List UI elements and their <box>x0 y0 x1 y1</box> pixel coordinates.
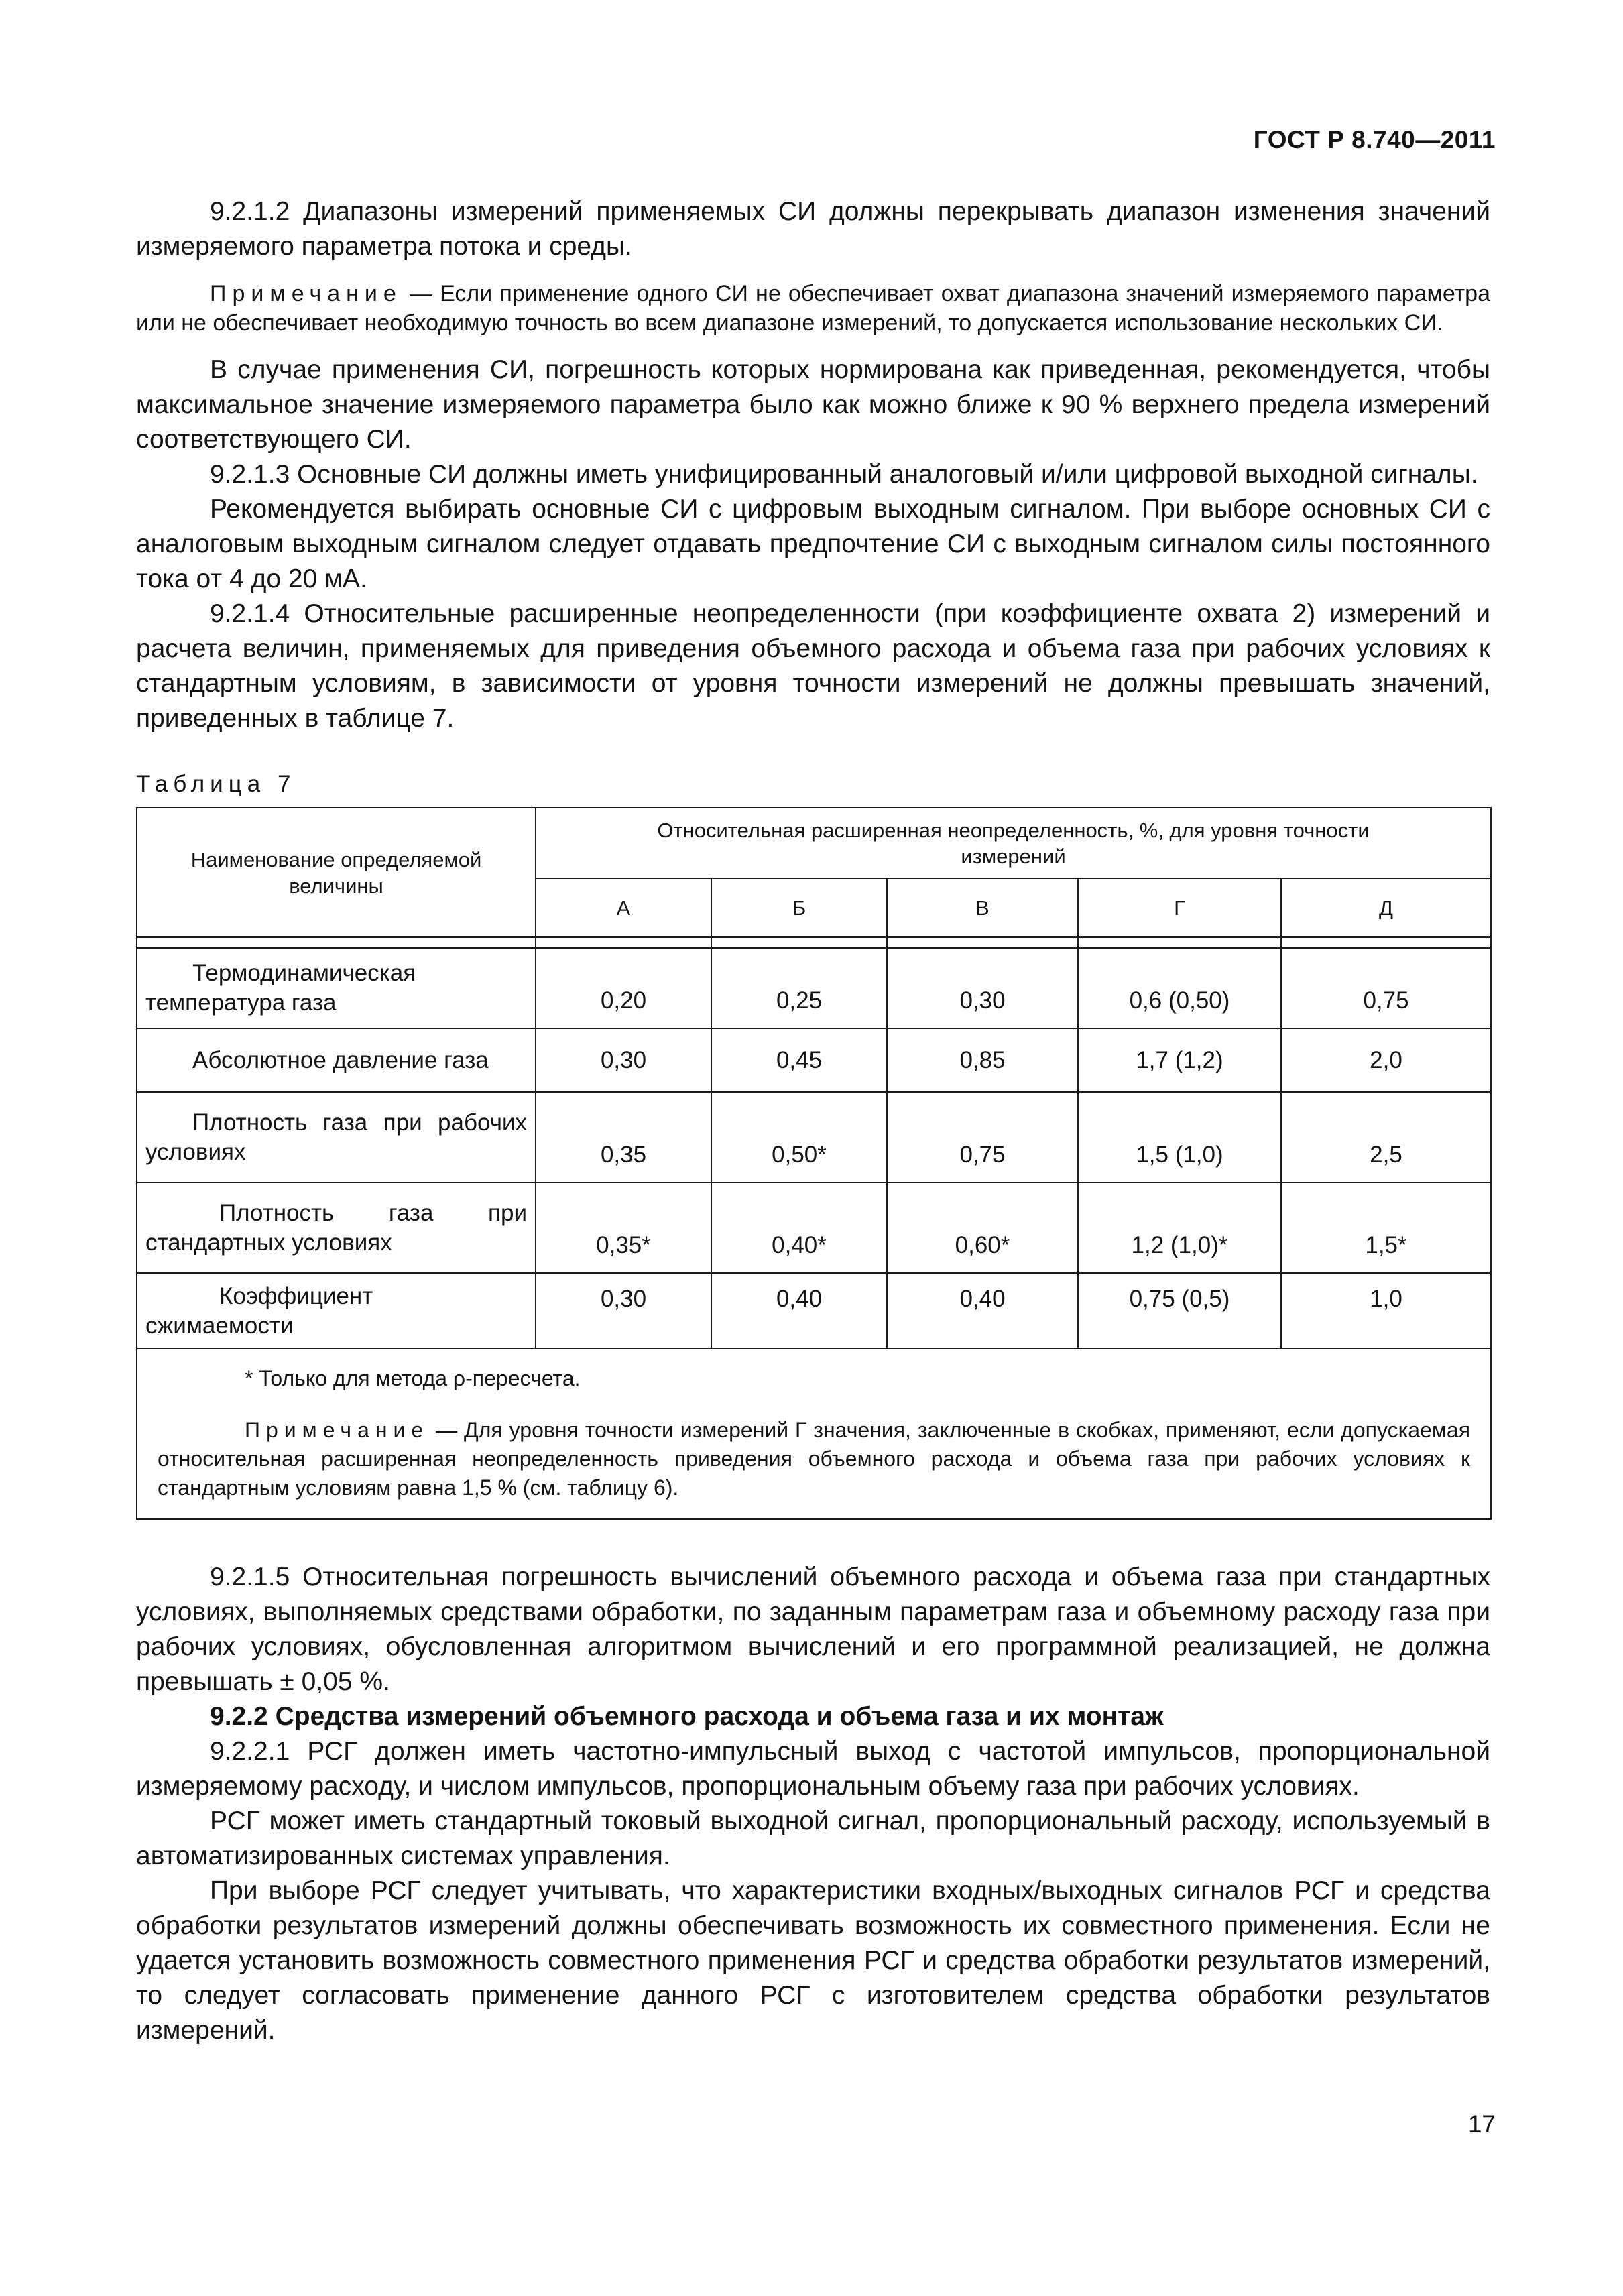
paragraph-compatibility: При выборе РСГ следует учитывать, что характеристики входных/выходных сигналов РСГ и средства обработки результатов измерений должны обеспечивать возможность их совместного применения. Если не удается установить возможность совместного применения РСГ и средства обработки результатов измерений, то следует согласовать применение данного РСГ с изготовителем средства обработки результатов измерений. <box>136 1876 1490 2045</box>
table-notes-row <box>137 1349 1491 1519</box>
cell-value: 0,6 (0,50) <box>1078 948 1281 1028</box>
cell-value: 0,35* <box>536 1183 711 1273</box>
table-notes <box>137 1349 1491 1519</box>
page-content <box>136 194 1490 2048</box>
cell-value: 0,40* <box>711 1183 887 1273</box>
cell-value: 1,2 (1,0)* <box>1078 1183 1281 1273</box>
paragraph-9-2-1-2: 9.2.1.2 Диапазоны измерений применяемых СИ должны перекрывать диапазон изменения значений измеряемого параметра потока и среды. <box>136 197 1490 261</box>
header-uncertainty-group: Относительная расширенная неопределенность, %, для уровня точности измерений <box>536 808 1491 878</box>
cell-value: 0,75 <box>1281 948 1491 1028</box>
cell-value: 0,30 <box>536 1028 711 1092</box>
note-1 <box>136 279 1490 338</box>
header-quantity-name: Наименование определяемой величины <box>137 808 536 937</box>
row-name: Абсолютное давление газа <box>137 1028 536 1092</box>
cell-value: 0,30 <box>536 1273 711 1349</box>
paragraph-9-2-2-1: 9.2.2.1 РСГ должен иметь частотно-импульсный выход с частотой импульсов, пропорциональной измеряемому расходу, и числом импульсов, пропорциональным объему газа при рабочих условиях. <box>136 1737 1490 1801</box>
cell-value: 0,50* <box>711 1092 887 1183</box>
note-text: — Если применение одного СИ не обеспечивает охват диапазона значений измеряемого параметра или не обеспечивает необходимую точность во всем диапазоне измерений, то допускается использование нескольких СИ. <box>136 281 1490 336</box>
cell-value: 0,40 <box>887 1273 1078 1349</box>
paragraph-recommendation: Рекомендуется выбирать основные СИ с цифровым выходным сигналом. При выборе основных СИ с аналоговым выходным сигналом следует отдавать предпочтение СИ с выходным сигналом силы постоянного тока от 4 до 20 мА. <box>136 495 1490 593</box>
paragraph-current-output: РСГ может иметь стандартный токовый выходной сигнал, пропорциональный расходу, используемый в автоматизированных системах управления. <box>136 1807 1490 1870</box>
header-level-a: А <box>536 878 711 937</box>
cell-value: 0,20 <box>536 948 711 1028</box>
table-note-text: — Для уровня точности измерений Г значения, заключенные в скобках, применяют, если допускаемая относительная расширенная неопределенность приведения объемного расхода и объема газа при рабочих условиях к стандартным условиям равна 1,5 % (см. таблицу 6). <box>158 1418 1471 1500</box>
header-level-v: В <box>887 878 1078 937</box>
paragraph-9-2-1-5: 9.2.1.5 Относительная погрешность вычислений объемного расхода и объема газа при стандартных условиях, выполняемых средствами обработки, по заданным параметрам газа и объемному расходу газа при рабочих условиях, обусловленная алгоритмом вычислений и его программной реализацией, не должна превышать ± 0,05 %. <box>136 1563 1490 1696</box>
table-note <box>158 1416 1470 1502</box>
header-level-g: Г <box>1078 878 1281 937</box>
paragraph-reduced-error: В случае применения СИ, погрешность которых нормирована как приведенная, рекомендуется, чтобы максимальное значение измеряемого параметра было как можно ближе к 90 % верхнего предела измерений соответствующего СИ. <box>136 355 1490 454</box>
row-name: Плотность газа при стандартных условиях <box>137 1183 536 1273</box>
cell-value: 0,35 <box>536 1092 711 1183</box>
cell-value: 0,40 <box>711 1273 887 1349</box>
table-caption: Таблица 7 <box>136 771 296 797</box>
cell-value: 1,5* <box>1281 1183 1491 1273</box>
cell-value: 0,45 <box>711 1028 887 1092</box>
cell-value: 0,60* <box>887 1183 1078 1273</box>
table-row <box>137 948 1491 1028</box>
paragraph-9-2-1-3: 9.2.1.3 Основные СИ должны иметь унифицированный аналоговый и/или цифровой выходной сигналы. <box>210 460 1478 489</box>
table-row <box>137 1183 1491 1273</box>
cell-value: 2,5 <box>1281 1092 1491 1183</box>
cell-value: 1,7 (1,2) <box>1078 1028 1281 1092</box>
page-number: 17 <box>1467 2110 1496 2138</box>
cell-value: 1,5 (1,0) <box>1078 1092 1281 1183</box>
cell-value: 0,75 (0,5) <box>1078 1273 1281 1349</box>
cell-value: 0,30 <box>887 948 1078 1028</box>
header-level-b: Б <box>711 878 887 937</box>
cell-value: 0,75 <box>887 1092 1078 1183</box>
row-name: Термодинамическая температура газа <box>137 948 536 1028</box>
document-number: ГОСТ Р 8.740—2011 <box>1253 126 1496 154</box>
row-name: Коэффициент сжимаемости <box>137 1273 536 1349</box>
table-note-label: Примечание <box>245 1418 430 1442</box>
cell-value: 0,85 <box>887 1028 1078 1092</box>
table-row <box>137 1092 1491 1183</box>
uncertainty-table <box>136 807 1492 1520</box>
note-label: Примечание <box>210 281 402 306</box>
paragraph-9-2-1-4: 9.2.1.4 Относительные расширенные неопределенности (при коэффициенте охвата 2) измерений и расчета величин, применяемых для приведения объемного расхода и объема газа при рабочих условиях к стандартным условиям, в зависимости от уровня точности измерений не должны превышать значений, приведенных в таблице 7. <box>136 599 1490 733</box>
header-separator <box>137 937 1491 948</box>
table-footnote: * Только для метода ρ-пересчета. <box>245 1366 581 1390</box>
row-name: Плотность газа при рабочих условиях <box>137 1092 536 1183</box>
section-heading-9-2-2: 9.2.2 Средства измерений объемного расхода и объема газа и их монтаж <box>210 1702 1164 1731</box>
cell-value: 1,0 <box>1281 1273 1491 1349</box>
cell-value: 0,25 <box>711 948 887 1028</box>
header-level-d: Д <box>1281 878 1491 937</box>
cell-value: 2,0 <box>1281 1028 1491 1092</box>
table-row <box>137 1028 1491 1092</box>
table-row <box>137 1273 1491 1349</box>
